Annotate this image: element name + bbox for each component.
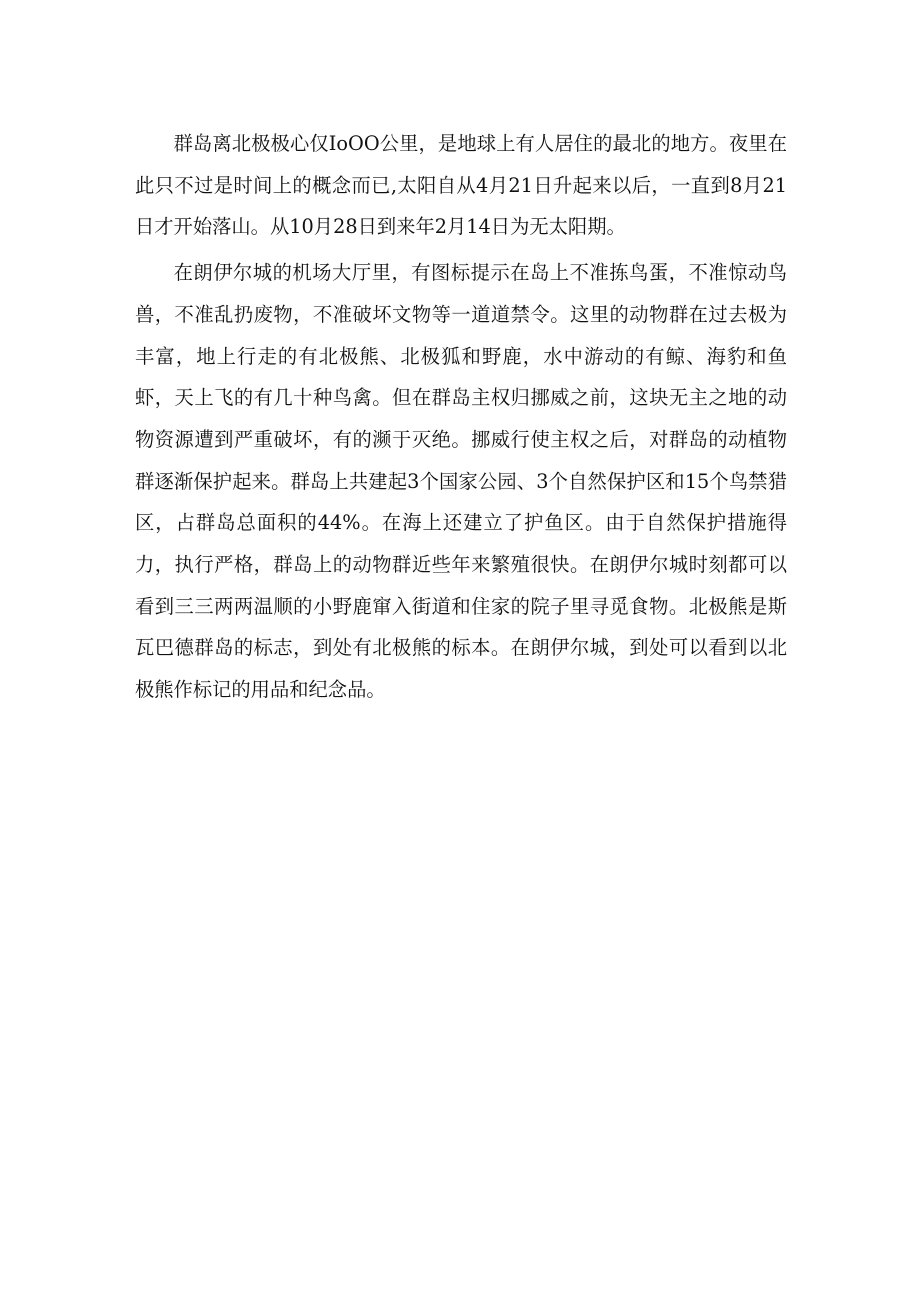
document-body: [135, 123, 787, 715]
paragraph-1: 群岛离北极极心仅IoOO公里，是地球上有人居住的最北的地方。夜里在此只不过是时间上的概念而已,太阳自从4月21日升起来以后，一直到8月21日才开始落山。从10月28日到来年2月14日为无太阳期。: [135, 132, 787, 239]
paragraph-2: 在朗伊尔城的机场大厅里，有图标提示在岛上不准拣鸟蛋，不准惊动鸟兽，不准乱扔废物，不准破坏文物等一道道禁令。这里的动物群在过去极为丰富，地上行走的有北极熊、北极狐和野鹿，水中游动的有鲸、海豹和鱼虾，天上飞的有几十种鸟禽。但在群岛主权归挪威之前，这块无主之地的动物资源遭到严重破坏，有的濒于灭绝。挪威行使主权之后，对群岛的动植物群逐渐保护起来。群岛上共建起3个国家公园、3个自然保护区和15个鸟禁猎区，占群岛总面积的44%。在海上还建立了护鱼区。由于自然保护措施得力，执行严格，群岛上的动物群近些年来繁殖很快。在朗伊尔城时刻都可以看到三三两两温顺的小野鹿窜入街道和住家的院子里寻觅食物。北极熊是斯瓦巴德群岛的标志，到处有北极熊的标本。在朗伊尔城，到处可以看到以北极熊作标记的用品和纪念品。: [135, 261, 787, 702]
